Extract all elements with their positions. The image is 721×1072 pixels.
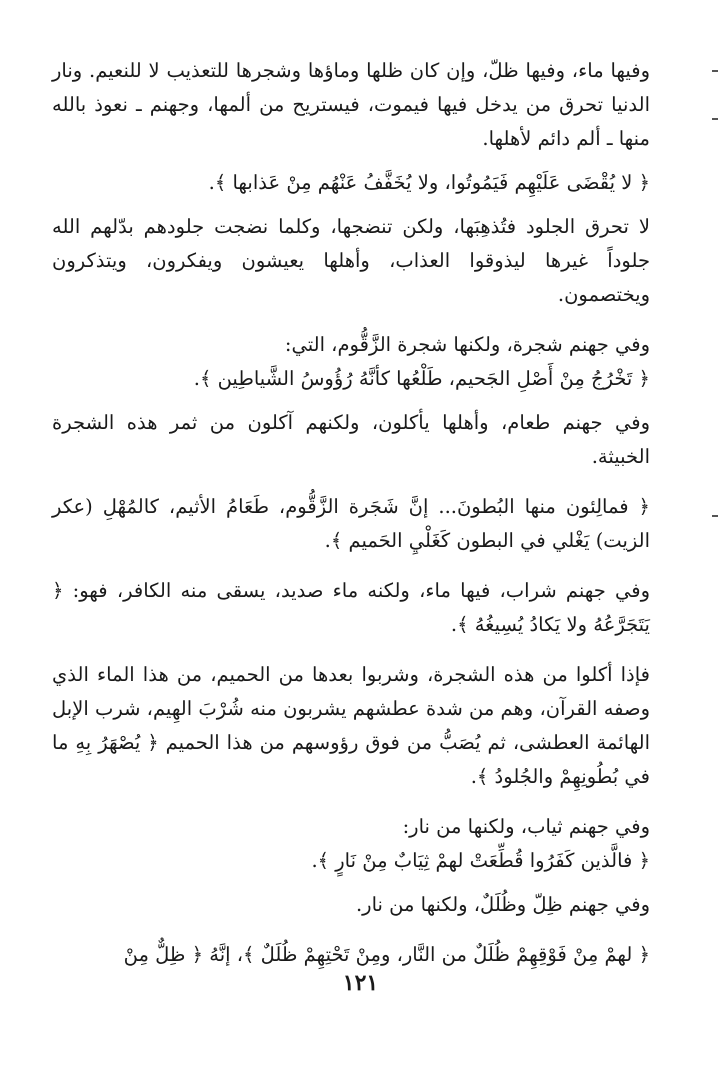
quran-verse: ﴿ فالَّذين كَفَرُوا قُطِّعَتْ لهمْ ثِيَابٌ مِنْ نَارٍ ﴾. bbox=[311, 849, 650, 872]
paragraph: لا تحرق الجلود فتُذهِبَها، ولكن تنضجها، وكلما نضجت جلودهم بدّلهم الله جلوداً غيرها ليذوقوا العذاب، وأهلها يعيشون ويفكرون، ويتذكرون ويختصمون. bbox=[52, 215, 650, 306]
paragraph: وفي جهنم شراب، فيها ماء، ولكنه ماء صديد، يسقى منه الكافر، فهو: ﴿ يَتَجَرَّعُهُ ولا يَكادُ يُسِيغُهُ ﴾. bbox=[52, 579, 650, 636]
paragraph: وفي جهنم ثياب، ولكنها من نار: bbox=[402, 815, 650, 838]
quran-verse: ﴿ لهمْ مِنْ فَوْقِهِمْ ظُلَلٌ من النَّار، ومِنْ تَحْتِهِمْ ظُلَلٌ ﴾، إنَّهُ ﴿ ظِلٌّ مِنْ bbox=[123, 943, 650, 966]
margin-mark bbox=[712, 70, 718, 72]
quran-verse: ﴿ فمالِئون منها البُطونَ... إنَّ شَجَرة الزَّقُّوم، طَعَامُ الأثيم، كالمُهْلِ (عكر الزيت) يَغْلي في البطون كَغَلْيِ الحَميم ﴾. bbox=[52, 495, 650, 552]
page-number: ١٢١ bbox=[342, 970, 379, 996]
page-body bbox=[52, 54, 664, 1014]
paragraph: فإذا أكلوا من هذه الشجرة، وشربوا بعدها من الحميم، من هذا الماء الذي وصفه القرآن، وهم من شدة عطشهم يشربون منه شُرْبَ الهِيم، شرب الإبل الهائمة العطشى، ثم يُصَبُّ من فوق رؤوسهم من هذا الحميم ﴿ يُصْهَرُ بِهِ ما في بُطُونِهِمْ والجُلودُ ﴾. bbox=[52, 663, 650, 788]
quran-verse: ﴿ تَخْرُجُ مِنْ أَصْلِ الجَحيم، طَلْعُها كأنَّهُ رُؤُوسُ الشَّياطِين ﴾. bbox=[193, 367, 650, 390]
margin-mark bbox=[712, 515, 718, 517]
paragraph: وفي جهنم شجرة، ولكنها شجرة الزَّقُّوم، التي: bbox=[284, 333, 650, 356]
quran-verse: ﴿ لا يُقْضَى عَلَيْهِم فَيَمُوتُوا، ولا يُخَفَّفُ عَنْهُم مِنْ عَذابها ﴾. bbox=[208, 171, 650, 194]
paragraph: وفي جهنم ظِلّ وظُلَلٌ، ولكنها من نار. bbox=[355, 893, 650, 916]
paragraph: وفيها ماء، وفيها ظلّ، وإن كان ظلها وماؤها وشجرها للتعذيب لا للنعيم. ونار الدنيا تحرق من يدخل فيها فيموت، فيستريح من ألمها، وجهنم ـ نعوذ بالله منها ـ ألم دائم لأهلها. bbox=[52, 59, 650, 150]
paragraph: وفي جهنم طعام، وأهلها يأكلون، ولكنهم آكلون من ثمر هذه الشجرة الخبيثة. bbox=[52, 411, 650, 468]
margin-mark bbox=[712, 118, 718, 120]
